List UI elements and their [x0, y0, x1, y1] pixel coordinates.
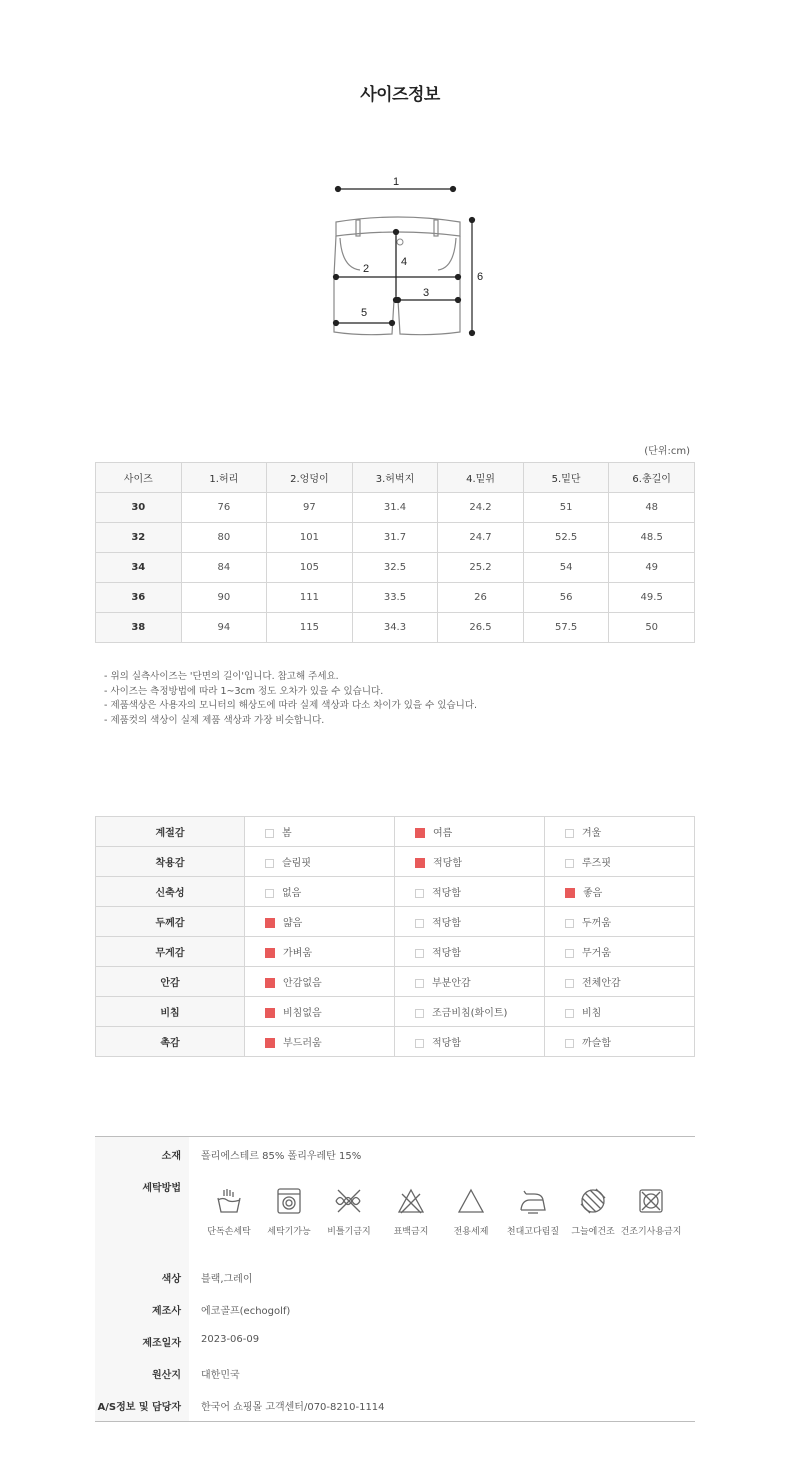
- table-cell: 48: [609, 493, 695, 523]
- wash-label: 건조기사용금지: [620, 1227, 682, 1237]
- table-cell: 26.5: [438, 613, 524, 643]
- attribute-label: 비침: [96, 997, 245, 1027]
- attribute-option: [245, 967, 395, 997]
- wash-item-hand-wash: [198, 1186, 260, 1237]
- attribute-option-label: 슬림핏: [282, 858, 311, 869]
- unchecked-box-icon: [265, 829, 274, 838]
- no-tumble-dry-icon: [636, 1186, 666, 1216]
- wash-label: 비틀기금지: [327, 1227, 371, 1237]
- header-size: 사이즈: [96, 463, 182, 493]
- attribute-option: [395, 877, 545, 907]
- attribute-option-label: 조금비침(화이트): [432, 1008, 508, 1019]
- unchecked-box-icon: [565, 919, 574, 928]
- size-table-header-row: [96, 463, 695, 493]
- origin-value: 대한민국: [201, 1370, 240, 1381]
- attribute-option: [395, 967, 545, 997]
- unit-label: (단위:cm): [644, 446, 690, 457]
- table-cell: 52.5: [523, 523, 609, 553]
- table-row: [96, 553, 695, 583]
- checked-box-icon: [265, 978, 275, 988]
- hand-wash-icon: [214, 1186, 244, 1216]
- table-cell: 32: [96, 523, 182, 553]
- diagram-label-5: 5: [361, 307, 368, 319]
- unchecked-box-icon: [415, 979, 424, 988]
- attribute-label: 계절감: [96, 817, 245, 847]
- color-label: 색상: [161, 1274, 181, 1285]
- attribute-option: [245, 877, 395, 907]
- table-cell: 33.5: [352, 583, 438, 613]
- table-cell: 34: [96, 553, 182, 583]
- material-label: 소재: [161, 1151, 181, 1162]
- shorts-measurement-diagram: [320, 168, 500, 348]
- table-cell: 97: [267, 493, 353, 523]
- color-value: 블랙,그레이: [201, 1274, 253, 1285]
- attribute-option-label: 무거움: [582, 948, 611, 959]
- note-item: - 위의 실측사이즈는 '단면의 길이'입니다. 참고해 주세요.: [104, 671, 339, 682]
- attribute-option: [545, 847, 695, 877]
- attribute-option-label: 적당함: [432, 888, 461, 899]
- table-cell: 49: [609, 553, 695, 583]
- attribute-option: [395, 847, 545, 877]
- header-thigh: 3.허벅지: [352, 463, 438, 493]
- table-cell: 36: [96, 583, 182, 613]
- unchecked-box-icon: [415, 1039, 424, 1048]
- attribute-option: [245, 847, 395, 877]
- attribute-option: [545, 1027, 695, 1057]
- table-cell: 34.3: [352, 613, 438, 643]
- unchecked-box-icon: [565, 859, 574, 868]
- manufacture-date-value: 2023-06-09: [201, 1334, 260, 1345]
- attribute-option: [395, 937, 545, 967]
- diagram-label-4: 4: [401, 256, 408, 268]
- as-info-label: A/S정보 및 담당자: [97, 1402, 181, 1413]
- attribute-option-label: 봄: [282, 828, 292, 839]
- attribute-option: [395, 1027, 545, 1057]
- unchecked-box-icon: [265, 859, 274, 868]
- attribute-label: 안감: [96, 967, 245, 997]
- unchecked-box-icon: [565, 1009, 574, 1018]
- attribute-option-label: 여름: [433, 828, 453, 839]
- attribute-row: [96, 817, 695, 847]
- page-title: 사이즈정보: [360, 85, 440, 105]
- table-cell: 101: [267, 523, 353, 553]
- attribute-label: 착용감: [96, 847, 245, 877]
- iron-icon: [518, 1186, 548, 1216]
- wash-item-no-bleach: [380, 1186, 442, 1237]
- header-total-length: 6.총길이: [609, 463, 695, 493]
- attribute-option: [395, 817, 545, 847]
- attribute-option-label: 좋음: [583, 888, 603, 899]
- attribute-option-label: 적당함: [432, 918, 461, 929]
- table-row: [96, 583, 695, 613]
- checked-box-icon: [265, 948, 275, 958]
- table-cell: 84: [181, 553, 267, 583]
- table-cell: 76: [181, 493, 267, 523]
- attribute-option-label: 적당함: [432, 948, 461, 959]
- attribute-option: [245, 937, 395, 967]
- no-wring-icon: [334, 1186, 364, 1216]
- product-attribute-table: [95, 816, 695, 1057]
- attribute-option: [245, 817, 395, 847]
- maker-value: 에코골프(echogolf): [201, 1306, 291, 1317]
- wash-label: 천대고다림질: [506, 1227, 560, 1237]
- wash-item-shade-dry: [562, 1186, 624, 1237]
- attribute-option: [545, 997, 695, 1027]
- wash-label: 세탁기가능: [267, 1227, 311, 1237]
- attribute-option: [245, 1027, 395, 1057]
- diagram-label-2: 2: [363, 263, 370, 275]
- attribute-option-label: 두꺼움: [582, 918, 611, 929]
- attribute-option-label: 적당함: [432, 1038, 461, 1049]
- wash-label: 전용세제: [453, 1227, 489, 1237]
- maker-label: 제조사: [152, 1306, 181, 1317]
- table-cell: 31.4: [352, 493, 438, 523]
- special-detergent-icon: [456, 1186, 486, 1216]
- attribute-label: 촉감: [96, 1027, 245, 1057]
- diagram-label-6: 6: [477, 271, 484, 283]
- wash-method-label: 세탁방법: [142, 1183, 181, 1194]
- table-cell: 111: [267, 583, 353, 613]
- checked-box-icon: [415, 858, 425, 868]
- checked-box-icon: [565, 888, 575, 898]
- wash-item-no-tumble-dry: [620, 1186, 682, 1237]
- attribute-option-label: 전체안감: [582, 978, 621, 989]
- diagram-label-1: 1: [393, 176, 400, 188]
- attribute-option-label: 부분안감: [432, 978, 471, 989]
- attribute-row: [96, 997, 695, 1027]
- diagram-label-3: 3: [423, 287, 430, 299]
- unchecked-box-icon: [415, 1009, 424, 1018]
- attribute-option: [545, 967, 695, 997]
- wash-item-no-wring: [318, 1186, 380, 1237]
- attribute-row: [96, 967, 695, 997]
- table-cell: 90: [181, 583, 267, 613]
- table-cell: 48.5: [609, 523, 695, 553]
- table-cell: 54: [523, 553, 609, 583]
- attribute-option-label: 얇음: [283, 918, 303, 929]
- attribute-option-label: 겨울: [582, 828, 602, 839]
- wash-item-special-detergent: [440, 1186, 502, 1237]
- size-notes: [104, 670, 477, 728]
- machine-wash-icon: [274, 1186, 304, 1216]
- unchecked-box-icon: [565, 829, 574, 838]
- table-cell: 32.5: [352, 553, 438, 583]
- note-item: - 사이즈는 측정방법에 따라 1~3cm 정도 오차가 있을 수 있습니다.: [104, 685, 384, 697]
- unchecked-box-icon: [415, 919, 424, 928]
- table-cell: 26: [438, 583, 524, 613]
- as-info-value: 한국어 쇼핑몰 고객센터/070-8210-1114: [201, 1402, 385, 1413]
- table-cell: 105: [267, 553, 353, 583]
- wash-item-iron: [502, 1186, 564, 1237]
- table-cell: 38: [96, 613, 182, 643]
- shade-dry-icon: [578, 1186, 608, 1216]
- attribute-label: 무게감: [96, 937, 245, 967]
- header-rise: 4.밑위: [438, 463, 524, 493]
- table-cell: 51: [523, 493, 609, 523]
- header-waist: 1.허리: [181, 463, 267, 493]
- attribute-row: [96, 847, 695, 877]
- unchecked-box-icon: [415, 889, 424, 898]
- table-cell: 115: [267, 613, 353, 643]
- table-cell: 25.2: [438, 553, 524, 583]
- attribute-label: 신축성: [96, 877, 245, 907]
- attribute-option: [245, 997, 395, 1027]
- checked-box-icon: [265, 1038, 275, 1048]
- table-cell: 49.5: [609, 583, 695, 613]
- attribute-option: [545, 817, 695, 847]
- attribute-option: [395, 907, 545, 937]
- attribute-option-label: 루즈핏: [582, 858, 611, 869]
- size-table: [95, 462, 695, 643]
- checked-box-icon: [265, 1008, 275, 1018]
- unchecked-box-icon: [415, 949, 424, 958]
- attribute-option: [245, 907, 395, 937]
- table-cell: 24.2: [438, 493, 524, 523]
- unchecked-box-icon: [565, 1039, 574, 1048]
- note-item: - 제품컷의 색상이 실제 제품 색상과 가장 비슷합니다.: [104, 714, 325, 726]
- attribute-option-label: 부드러움: [283, 1038, 322, 1049]
- table-cell: 57.5: [523, 613, 609, 643]
- table-cell: 31.7: [352, 523, 438, 553]
- attribute-row: [96, 937, 695, 967]
- table-row: [96, 523, 695, 553]
- table-cell: 56: [523, 583, 609, 613]
- table-cell: 80: [181, 523, 267, 553]
- product-info-section: [95, 1136, 695, 1422]
- attribute-option-label: 안감없음: [283, 978, 322, 989]
- attribute-option-label: 없음: [282, 888, 302, 899]
- material-value: 폴리에스테르 85% 폴리우레탄 15%: [201, 1151, 362, 1162]
- wash-label: 단독손세탁: [207, 1227, 251, 1237]
- attribute-row: [96, 877, 695, 907]
- header-hip: 2.엉덩이: [267, 463, 353, 493]
- table-cell: 50: [609, 613, 695, 643]
- attribute-option: [545, 907, 695, 937]
- attribute-label: 두께감: [96, 907, 245, 937]
- wash-label: 표백금지: [393, 1227, 429, 1237]
- attribute-option: [545, 877, 695, 907]
- header-hem: 5.밑단: [523, 463, 609, 493]
- origin-label: 원산지: [152, 1370, 181, 1381]
- attribute-option-label: 적당함: [433, 858, 462, 869]
- attribute-option-label: 가벼움: [283, 948, 312, 959]
- attribute-row: [96, 1027, 695, 1057]
- table-row: [96, 613, 695, 643]
- attribute-option-label: 까슬함: [582, 1038, 611, 1049]
- note-item: - 제품색상은 사용자의 모니터의 해상도에 따라 실제 색상과 다소 차이가 있을 수 있습니다.: [104, 700, 478, 711]
- table-cell: 24.7: [438, 523, 524, 553]
- table-cell: 30: [96, 493, 182, 523]
- wash-item-machine-wash: [258, 1186, 320, 1237]
- attribute-row: [96, 907, 695, 937]
- checked-box-icon: [415, 828, 425, 838]
- unchecked-box-icon: [565, 979, 574, 988]
- unchecked-box-icon: [565, 949, 574, 958]
- no-bleach-icon: [396, 1186, 426, 1216]
- unchecked-box-icon: [265, 889, 274, 898]
- attribute-option-label: 비침없음: [283, 1008, 322, 1019]
- manufacture-date-label: 제조일자: [142, 1338, 181, 1349]
- attribute-option: [395, 997, 545, 1027]
- table-row: [96, 493, 695, 523]
- attribute-option: [545, 937, 695, 967]
- checked-box-icon: [265, 918, 275, 928]
- table-cell: 94: [181, 613, 267, 643]
- attribute-option-label: 비침: [582, 1008, 602, 1019]
- wash-label: 그늘에건조: [571, 1227, 615, 1237]
